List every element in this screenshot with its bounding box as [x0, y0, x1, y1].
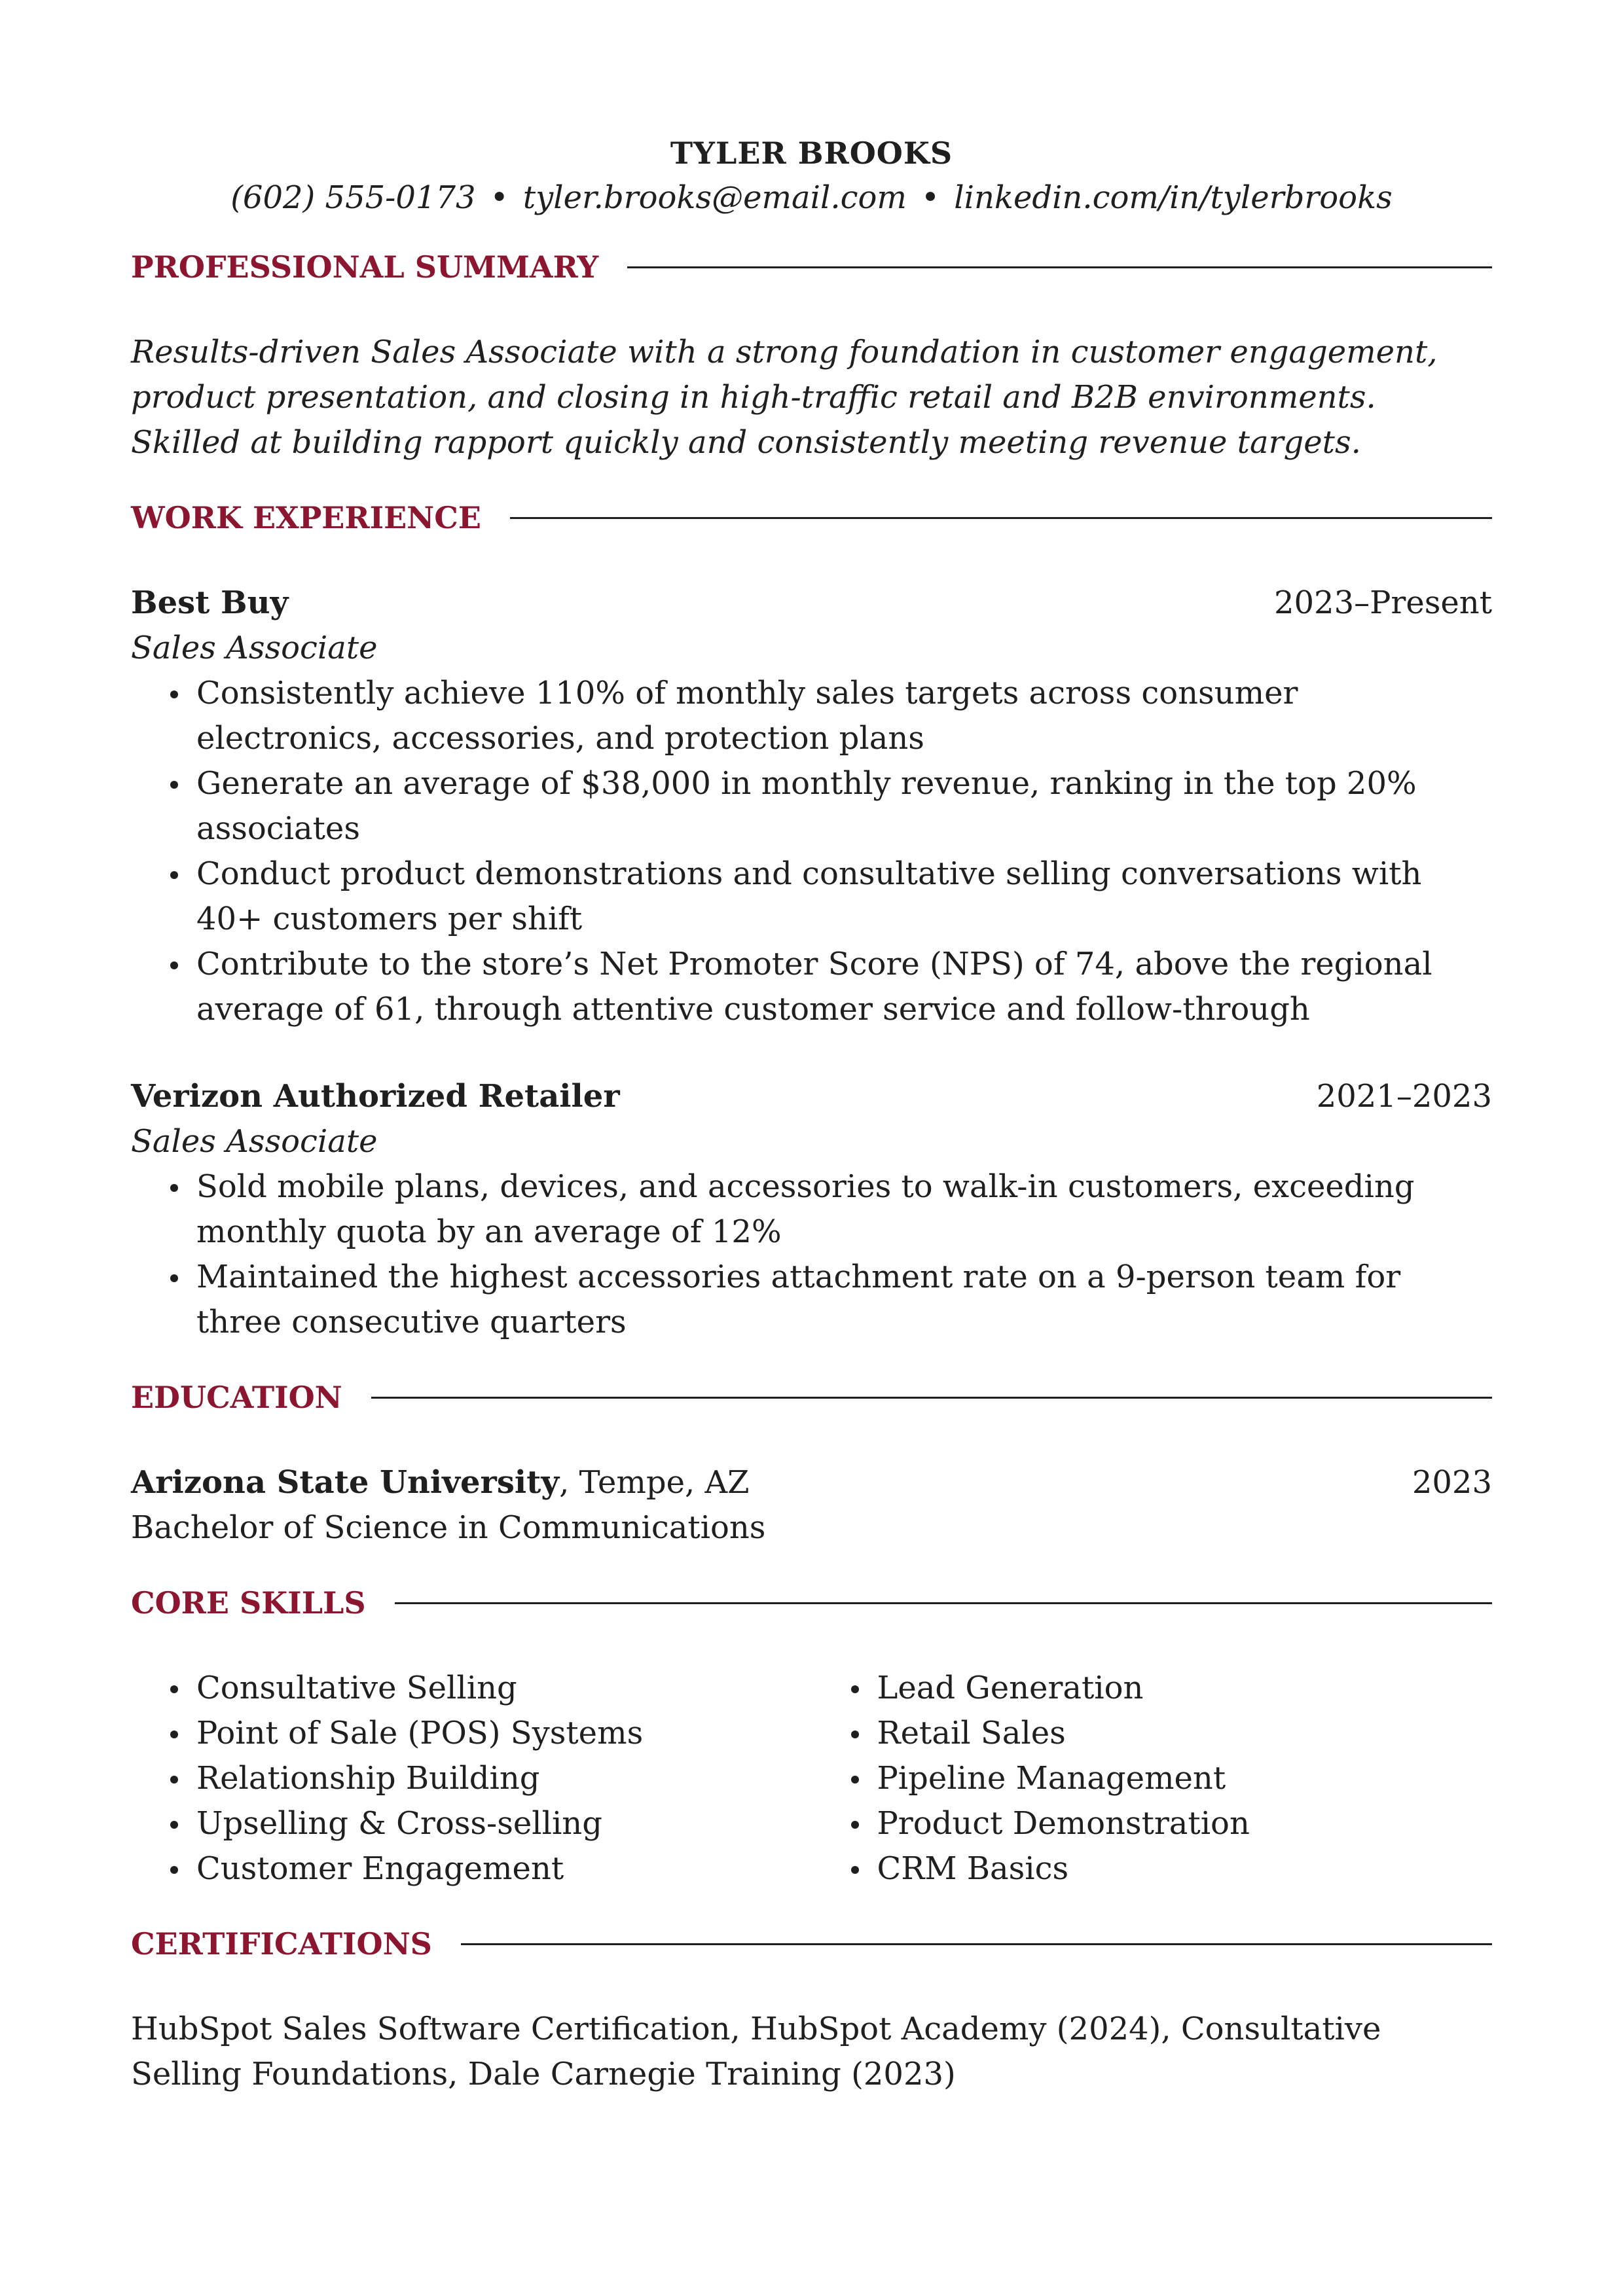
job-bullets [131, 671, 1492, 1032]
section-header-summary [131, 246, 1492, 288]
section-title: EDUCATION [131, 1380, 342, 1415]
section-header-experience [131, 497, 1492, 539]
job-bullet: Sold mobile plans, devices, and accessories to walk-in customers, exceeding monthly quota by an average of 12% [196, 1164, 1492, 1255]
education-header [131, 1460, 1492, 1505]
graduation-year: 2023 [1412, 1464, 1492, 1501]
job-role: Sales Associate [131, 1123, 378, 1160]
skills-list [131, 1666, 1492, 1892]
skills-column-left [131, 1666, 812, 1892]
job-bullet: Contribute to the store’s Net Promoter Score (NPS) of 74, above the regional average of 61, through attentive customer service and follow-through [196, 942, 1492, 1032]
candidate-name: TYLER BROOKS [670, 135, 953, 171]
education-entry [131, 1460, 1492, 1551]
job-role: Sales Associate [131, 630, 378, 666]
contact-line [131, 175, 1492, 220]
separator-dot: • [490, 179, 509, 216]
skill-item: Consultative Selling [196, 1666, 812, 1711]
job-dates: 2023–Present [1273, 584, 1492, 621]
separator-dot: • [921, 179, 940, 216]
skill-item: Product Demonstration [877, 1801, 1493, 1846]
skill-item: Point of Sale (POS) Systems [196, 1711, 812, 1756]
job-bullet: Conduct product demonstrations and consultative selling conversations with 40+ customers per shift [196, 852, 1492, 942]
linkedin-url: linkedin.com/in/tylerbrooks [954, 179, 1393, 216]
section-header-certifications [131, 1923, 1492, 1965]
company-name: Verizon Authorized Retailer [131, 1078, 620, 1115]
job-bullets [131, 1164, 1492, 1345]
job-dates: 2021–2023 [1316, 1078, 1492, 1115]
section-header-education [131, 1376, 1492, 1418]
email-address: tyler.brooks@email.com [522, 179, 907, 216]
section-title: PROFESSIONAL SUMMARY [131, 249, 599, 285]
job-entry [131, 581, 1492, 1032]
school-name: Arizona State University [131, 1464, 560, 1501]
job-header [131, 1074, 1492, 1119]
summary-text: Results-driven Sales Associate with a strong foundation in customer engagement, product presentation, and closing in high-traffic retail and B2B environments. Skilled at building rapport quickly and consistently meeting revenue targets. [131, 334, 1438, 461]
section-header-skills [131, 1582, 1492, 1624]
skill-item: Pipeline Management [877, 1756, 1493, 1801]
skill-item: Retail Sales [877, 1711, 1493, 1756]
school-line [131, 1460, 750, 1505]
school-location: , Tempe, AZ [559, 1464, 750, 1501]
company-name: Best Buy [131, 584, 289, 621]
section-divider [627, 266, 1492, 268]
job-bullet: Consistently achieve 110% of monthly sales targets across consumer electronics, accessories, and protection plans [196, 671, 1492, 761]
certifications-text: HubSpot Sales Software Certification, HubSpot Academy (2024), Consultative Selling Foundations, Dale Carnegie Training (2023) [131, 2011, 1381, 2092]
skills-column-right [812, 1666, 1493, 1892]
section-title: WORK EXPERIENCE [131, 500, 481, 535]
section-divider [461, 1943, 1492, 1945]
job-bullet: Generate an average of $38,000 in monthly revenue, ranking in the top 20% associates [196, 761, 1492, 852]
skill-item: Relationship Building [196, 1756, 812, 1801]
skill-item: Upselling & Cross-selling [196, 1801, 812, 1846]
resume-header [131, 0, 1492, 220]
phone-number: (602) 555-0173 [230, 179, 476, 216]
job-entry [131, 1074, 1492, 1345]
section-divider [371, 1397, 1492, 1399]
section-divider [395, 1602, 1492, 1604]
section-divider [510, 517, 1492, 519]
degree: Bachelor of Science in Communications [131, 1509, 766, 1546]
section-title: CERTIFICATIONS [131, 1926, 432, 1962]
skill-item: CRM Basics [877, 1846, 1493, 1892]
section-title: CORE SKILLS [131, 1585, 366, 1621]
job-bullet: Maintained the highest accessories attachment rate on a 9-person team for three consecutive quarters [196, 1255, 1492, 1345]
skill-item: Lead Generation [877, 1666, 1493, 1711]
skill-item: Customer Engagement [196, 1846, 812, 1892]
job-header [131, 581, 1492, 626]
